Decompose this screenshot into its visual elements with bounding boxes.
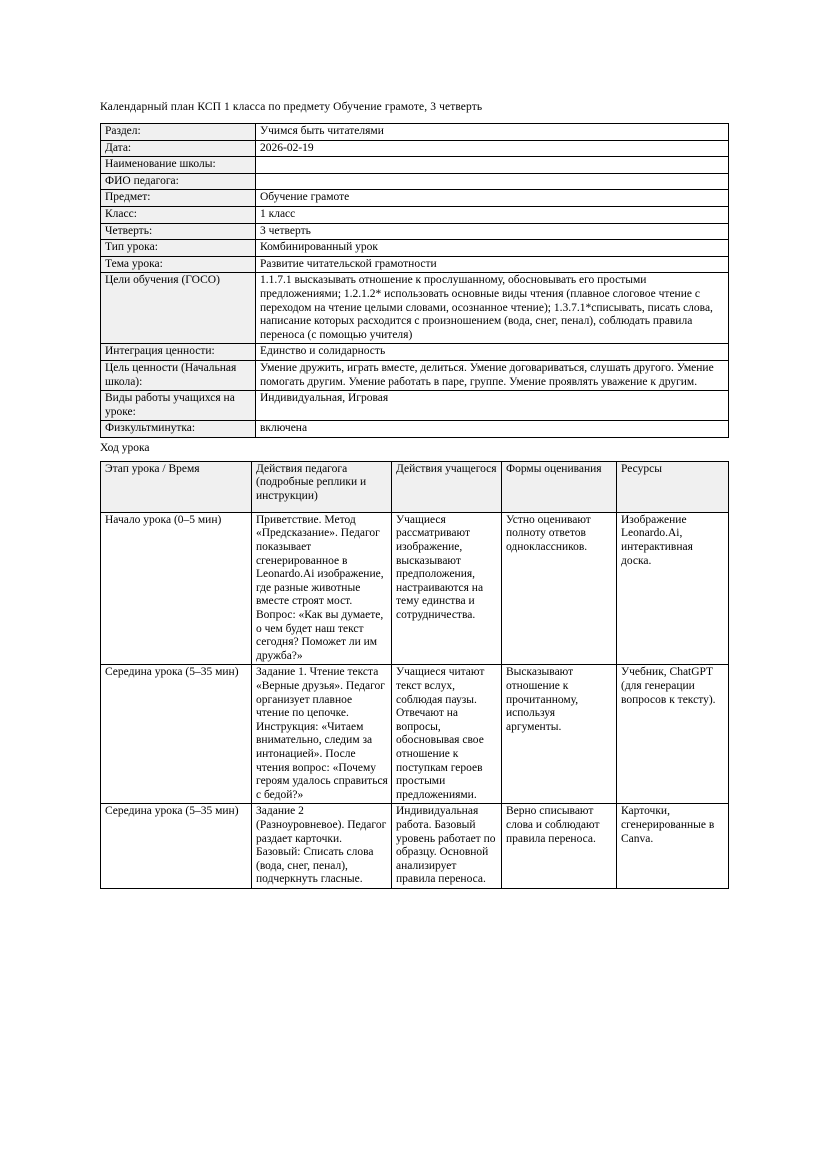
info-row-label: Четверть: [101, 223, 256, 240]
info-row-value [256, 157, 729, 174]
column-header-teacher-actions: Действия педагога (подробные реплики и инструкции) [252, 461, 392, 512]
table-row [101, 804, 729, 889]
flow-cell-assessment: Устно оценивают полноту ответов одноклассников. [502, 512, 617, 665]
info-row-value: Обучение грамоте [256, 190, 729, 207]
info-row-value: Развитие читательской грамотности [256, 256, 729, 273]
info-row-value: 2026-02-19 [256, 140, 729, 157]
table-row [101, 665, 729, 804]
lesson-flow-body [101, 512, 729, 888]
flow-cell-student-actions: Индивидуальная работа. Базовый уровень работает по образцу. Основной анализирует правила переноса. [392, 804, 502, 889]
table-header-row [101, 461, 729, 512]
info-row-label: Класс: [101, 206, 256, 223]
info-row-value: 1.1.7.1 высказывать отношение к прослушанному, обосновывать его простыми предложениями; 1.2.1.2* использовать основные виды чтения (плавное слоговое чтение с переходом на чтение целыми словами, осознанное чтение); 1.3.7.1*списывать, писать слова, написание которых расходится с произношением (вода, снег, пенал), соблюдать правила переноса (с помощью учителя) [256, 273, 729, 344]
info-row-value [256, 173, 729, 190]
flow-cell-resources: Изображение Leonardo.Ai, интерактивная доска. [617, 512, 729, 665]
flow-cell-student-actions: Учащиеся читают текст вслух, соблюдая паузы. Отвечают на вопросы, обосновывая свое отношение к поступкам героев простыми предложениями. [392, 665, 502, 804]
table-row [101, 223, 729, 240]
info-row-value: Учимся быть читателями [256, 124, 729, 141]
info-row-label: Раздел: [101, 124, 256, 141]
table-row [101, 421, 729, 438]
flow-cell-assessment: Верно списывают слова и соблюдают правила переноса. [502, 804, 617, 889]
table-row [101, 360, 729, 390]
flow-cell-resources: Карточки, сгенерированные в Canva. [617, 804, 729, 889]
info-row-label: Цель ценности (Начальная школа): [101, 360, 256, 390]
info-row-label: Интеграция ценности: [101, 344, 256, 361]
table-row [101, 140, 729, 157]
info-row-value: Единство и солидарность [256, 344, 729, 361]
info-row-value: Индивидуальная, Игровая [256, 391, 729, 421]
table-row [101, 512, 729, 665]
flow-cell-stage: Середина урока (5–35 мин) [101, 804, 252, 889]
info-row-value: Умение дружить, играть вместе, делиться. Умение договариваться, слушать другого. Умение помогать другим. Умение работать в паре, группе. Умение проявлять уважение к другим. [256, 360, 729, 390]
column-header-stage: Этап урока / Время [101, 461, 252, 512]
lesson-info-table [100, 123, 729, 438]
flow-cell-stage: Начало урока (0–5 мин) [101, 512, 252, 665]
column-header-assessment: Формы оценивания [502, 461, 617, 512]
info-row-label: Тип урока: [101, 240, 256, 257]
info-row-label: Наименование школы: [101, 157, 256, 174]
info-row-value: 1 класс [256, 206, 729, 223]
info-row-label: Тема урока: [101, 256, 256, 273]
info-row-value: включена [256, 421, 729, 438]
table-row [101, 206, 729, 223]
flow-cell-stage: Середина урока (5–35 мин) [101, 665, 252, 804]
info-row-value: 3 четверть [256, 223, 729, 240]
lesson-flow-head [101, 461, 729, 512]
flow-cell-student-actions: Учащиеся рассматривают изображение, высказывают предположения, настраиваются на тему единства и сотрудничества. [392, 512, 502, 665]
page-title: Календарный план КСП 1 класса по предмету Обучение грамоте, 3 четверть [100, 101, 483, 113]
table-row [101, 256, 729, 273]
flow-cell-teacher-actions: Задание 1. Чтение текста «Верные друзья». Педагог организует плавное чтение по цепочке. Инструкция: «Читаем внимательно, следим за интонацией». После чтения вопрос: «Почему героям удалось справиться с бедой?» [252, 665, 392, 804]
section-caption-lesson-flow: Ход урока [100, 441, 150, 454]
table-row [101, 190, 729, 207]
info-row-label: Физкультминутка: [101, 421, 256, 438]
table-row [101, 157, 729, 174]
table-row [101, 124, 729, 141]
table-row [101, 391, 729, 421]
info-row-value: Комбинированный урок [256, 240, 729, 257]
column-header-student-actions: Действия учащегося [392, 461, 502, 512]
info-row-label: Предмет: [101, 190, 256, 207]
info-row-label: ФИО педагога: [101, 173, 256, 190]
info-row-label: Цели обучения (ГОСО) [101, 273, 256, 344]
table-row [101, 240, 729, 257]
info-row-label: Виды работы учащихся на уроке: [101, 391, 256, 421]
lesson-info-body [101, 124, 729, 438]
table-row [101, 344, 729, 361]
lesson-flow-table [100, 461, 729, 889]
flow-cell-teacher-actions: Приветствие. Метод «Предсказание». Педагог показывает сгенерированное в Leonardo.Ai изображение, где разные животные вместе строят мост. Вопрос: «Как вы думаете, о чем будет наш текст сегодня? Поможет ли им дружба?» [252, 512, 392, 665]
table-row [101, 173, 729, 190]
flow-cell-teacher-actions: Задание 2 (Разноуровневое). Педагог раздает карточки. Базовый: Списать слова (вода, снег, пенал), подчеркнуть гласные. [252, 804, 392, 889]
table-row [101, 273, 729, 344]
info-row-label: Дата: [101, 140, 256, 157]
flow-cell-assessment: Высказывают отношение к прочитанному, используя аргументы. [502, 665, 617, 804]
column-header-resources: Ресурсы [617, 461, 729, 512]
flow-cell-resources: Учебник, ChatGPT (для генерации вопросов к тексту). [617, 665, 729, 804]
